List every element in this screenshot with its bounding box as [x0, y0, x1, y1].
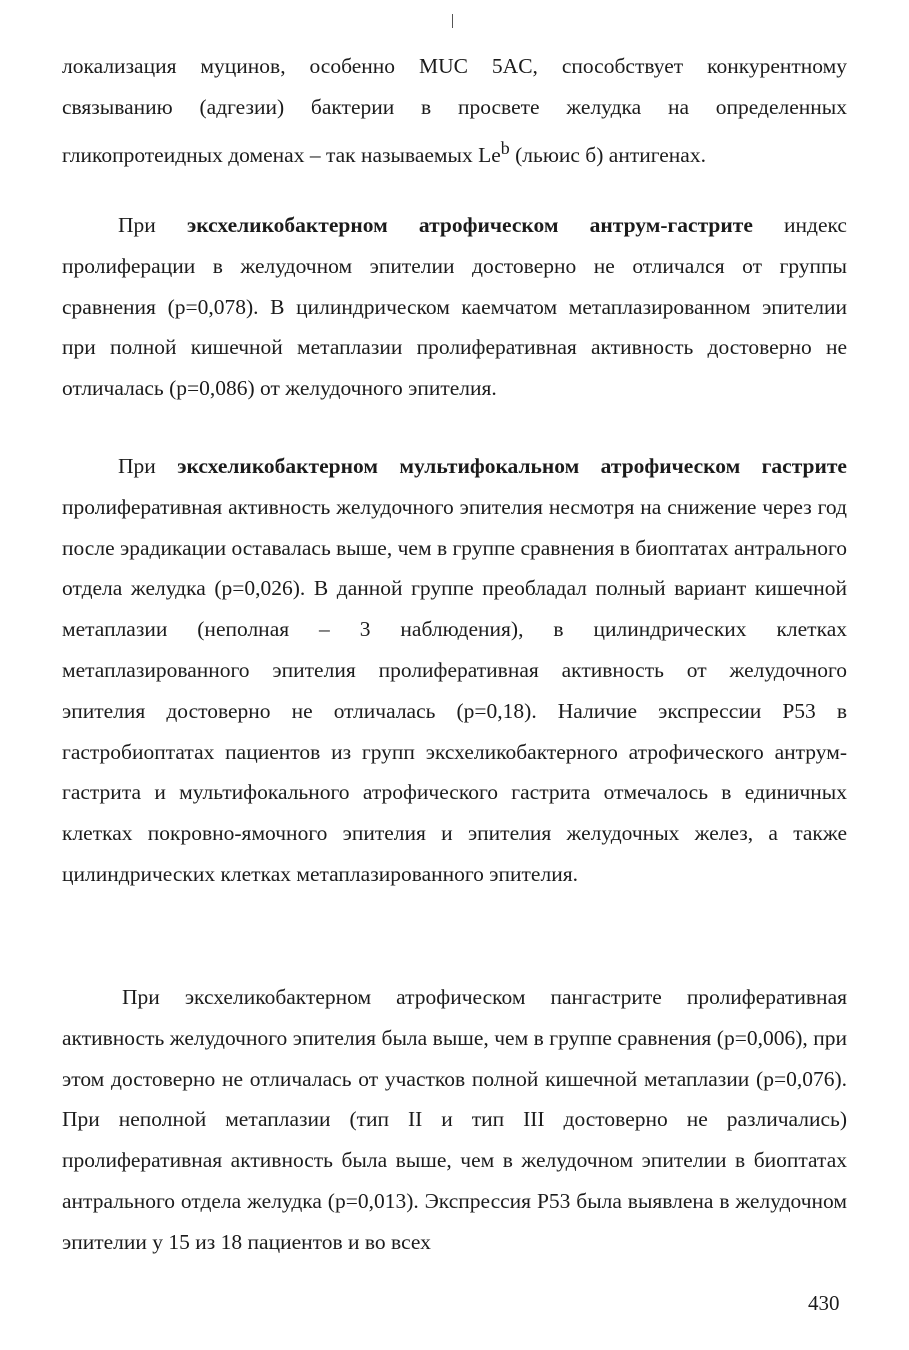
paragraph-2: [62, 205, 847, 409]
page-number: 430: [808, 1291, 840, 1315]
paragraph-1: [62, 46, 847, 176]
paragraph-3: [62, 446, 847, 895]
text-run: пролиферативная активность желудочного эпителия несмотря на снижение через год после эрадикации оставалась выше, чем в группе сравнения в биоптатах антрального отдела желудка (р=0,026). В данной группе преобладал полный вариант кишечной метаплазии (неполная – 3 наблюдения), в цилиндрических клетках метаплазированного эпителия пролиферативная активность от желудочного эпителия достоверно не отличалась (р=0,18). Наличие экспрессии P53 в гастробиоптатах пациентов из групп эксхеликобактерного атрофического антрум-гастрита и мультифокального атрофического гастрита отмечалось в единичных клетках покровно-ямочного эпителия и эпителия желудочных желез, а также цилиндрических клетках метаплазированного эпителия.: [62, 494, 847, 886]
superscript: b: [500, 137, 510, 158]
text-run: локализация муцинов, особенно MUC 5AC, способствует конкурентному связыванию (адгезии) бактерии в просвете желудка на определенных гликопротеидных доменах – так называемых Le: [62, 54, 847, 167]
scan-mark: [452, 14, 453, 28]
text-run: индекс пролиферации в желудочном эпителии достоверно не отличался от группы сравнения (р=0,078). В цилиндрическом каемчатом метаплазированном эпителии при полной кишечной метаплазии пролиферативная активность достоверно не отличалась (р=0,086) от желудочного эпителия.: [62, 213, 847, 401]
text-run: (льюис б) антигенах.: [509, 142, 706, 167]
text-run: При: [118, 213, 187, 237]
text-run: При эксхеликобактерном атрофическом пангастрите пролиферативная активность желудочного эпителия была выше, чем в группе сравнения (р=0,006), при этом достоверно не отличалась от участков полной кишечной метаплазии (р=0,076). При неполной метаплазии (тип II и тип III достоверно не различались) пролиферативная активность была выше, чем в желудочном эпителии в биоптатах антрального отдела желудка (р=0,013). Экспрессия P53 была выявлена в желудочном эпителии у 15 из 18 пациентов и во всех: [62, 985, 847, 1254]
text-run: При: [118, 454, 178, 478]
bold-term: эксхеликобактерном мультифокальном атрофическом гастрите: [177, 454, 847, 478]
bold-term: эксхеликобактерном атрофическом антрум-гастрите: [186, 213, 753, 237]
paragraph-4: [62, 977, 847, 1263]
